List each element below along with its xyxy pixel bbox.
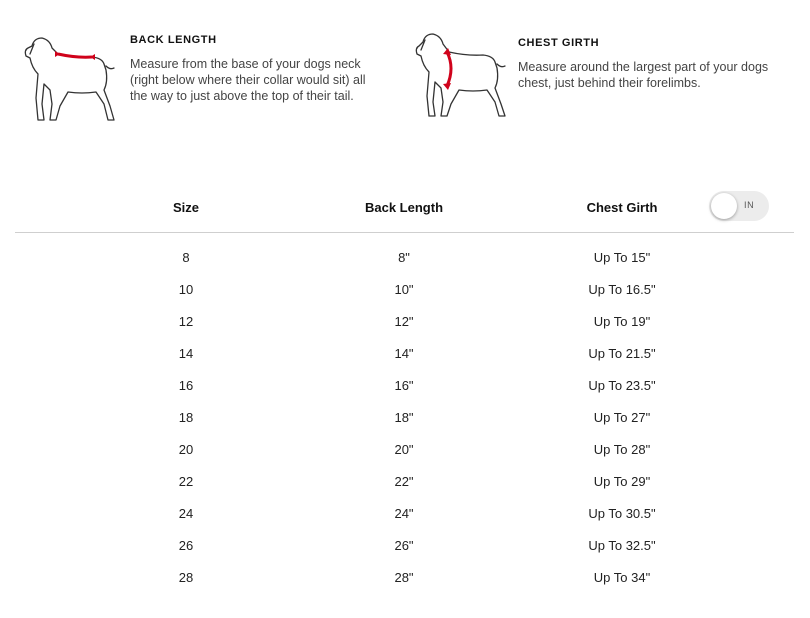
cell-size: 26 <box>178 538 194 553</box>
chest-girth-guide <box>405 0 805 140</box>
dog-back-length-icon <box>22 34 117 124</box>
table-row <box>15 306 794 338</box>
cell-size: 16 <box>178 378 194 393</box>
cell-size: 24 <box>178 506 194 521</box>
cell-size: 18 <box>178 410 194 425</box>
cell-chest-girth: Up To 34" <box>593 570 651 585</box>
unit-toggle[interactable] <box>709 191 769 221</box>
cell-chest-girth: Up To 15" <box>593 250 651 265</box>
cell-back-length: 18" <box>394 410 414 425</box>
unit-toggle-label: IN <box>744 200 755 210</box>
cell-back-length: 12" <box>394 314 414 329</box>
cell-chest-girth: Up To 27" <box>593 410 651 425</box>
cell-back-length: 22" <box>394 474 414 489</box>
cell-size: 12 <box>178 314 194 329</box>
header-chest-girth: Chest Girth <box>586 200 658 215</box>
cell-size: 22 <box>178 474 194 489</box>
cell-size: 14 <box>178 346 194 361</box>
back-length-description: Measure from the base of your dogs neck (right below where their collar would sit) all the way to just above the top of their tail. <box>130 57 366 103</box>
cell-chest-girth: Up To 28" <box>593 442 651 457</box>
cell-chest-girth: Up To 19" <box>593 314 651 329</box>
cell-chest-girth: Up To 32.5" <box>588 538 656 553</box>
cell-back-length: 26" <box>394 538 414 553</box>
back-length-title: BACK LENGTH <box>130 34 217 46</box>
toggle-knob <box>711 193 737 219</box>
size-table-header <box>15 180 794 233</box>
cell-back-length: 24" <box>394 506 414 521</box>
cell-back-length: 16" <box>394 378 414 393</box>
cell-chest-girth: Up To 21.5" <box>588 346 656 361</box>
header-size: Size <box>172 200 200 215</box>
cell-back-length: 14" <box>394 346 414 361</box>
table-row <box>15 530 794 562</box>
size-table-body <box>15 242 794 594</box>
table-row <box>15 274 794 306</box>
cell-chest-girth: Up To 16.5" <box>588 282 656 297</box>
back-length-guide <box>0 0 400 140</box>
cell-size: 10 <box>178 282 194 297</box>
table-row <box>15 338 794 370</box>
cell-back-length: 8" <box>398 250 410 265</box>
cell-size: 8 <box>182 250 190 265</box>
cell-size: 20 <box>178 442 194 457</box>
table-row <box>15 242 794 274</box>
cell-chest-girth: Up To 29" <box>593 474 651 489</box>
chest-girth-description: Measure around the largest part of your dogs chest, just behind their forelimbs. <box>518 60 769 90</box>
cell-chest-girth: Up To 23.5" <box>588 378 656 393</box>
table-row <box>15 466 794 498</box>
table-row <box>15 498 794 530</box>
cell-chest-girth: Up To 30.5" <box>588 506 656 521</box>
header-back-length: Back Length <box>364 200 444 215</box>
table-row <box>15 402 794 434</box>
cell-size: 28 <box>178 570 194 585</box>
table-row <box>15 434 794 466</box>
cell-back-length: 28" <box>394 570 414 585</box>
cell-back-length: 10" <box>394 282 414 297</box>
table-row <box>15 370 794 402</box>
cell-back-length: 20" <box>394 442 414 457</box>
chest-girth-title: CHEST GIRTH <box>518 37 600 49</box>
dog-chest-girth-icon <box>413 30 508 120</box>
table-row <box>15 562 794 594</box>
